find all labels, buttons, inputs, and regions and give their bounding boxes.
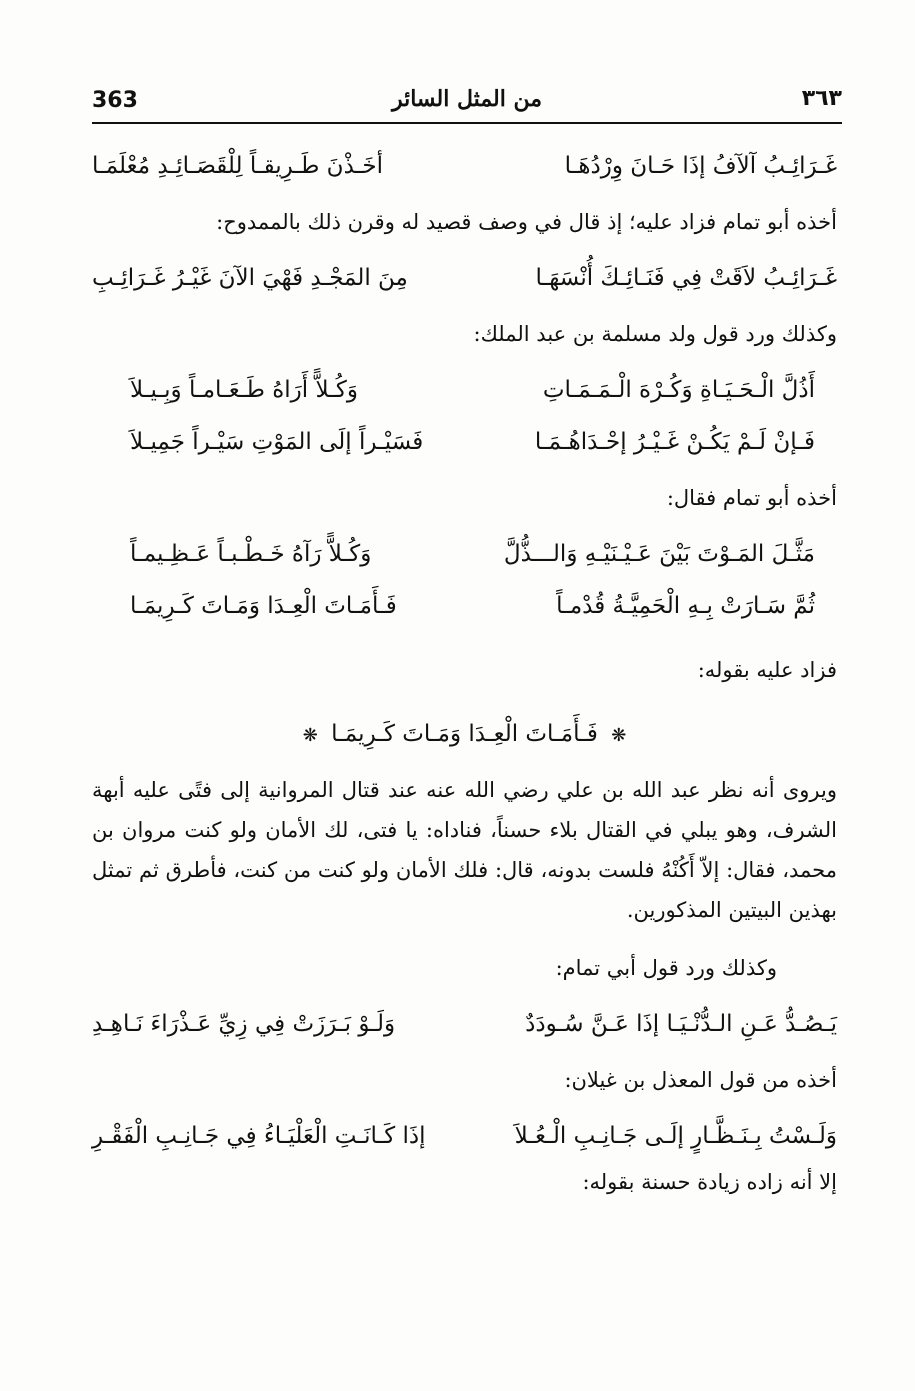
single-hemistich [92,706,837,764]
verse-hemistich-second: إذَا كَـانَـتِ الْعَلْيَـاءُ فِي جَـانِـبِ الْفَقْـرِ [92,1123,426,1149]
verse-hemistich-second: أخَـذْنَ طَـرِيقـاً لِلْقَصَـائِـدِ مُعْلَمَـا [92,153,383,179]
prose-paragraph: أخذه من قول المعذل بن غيلان: [564,1068,837,1092]
running-title: من المثل السائر [391,86,543,112]
prose-paragraph: وكذلك ورد قول أبي تمام: [555,956,777,980]
single-hemistich-text: فَـأَمَـاتَ الْعِـدَا وَمَـاتَ كَـرِيمَـا [331,721,598,747]
verse-hemistich-first: وَلَـسْتُ بِـنَـظَّـارٍ إلَـى جَـانِـبِ الْـعُـلاَ [514,1123,837,1149]
verse-line [92,528,837,580]
star-ornament-icon: ❋ [302,725,318,746]
page-number-arabic: ٣٦٣ [801,86,842,111]
verse-line [92,140,837,192]
prose-paragraph: إلا أنه زاده زيادة حسنة بقوله: [582,1170,837,1194]
verse-hemistich-second: فَسَيْـراً إلَى المَوْتِ سَيْـراً جَمِيـلاَ [130,429,424,455]
verse-hemistich-first: فَـإنْ لَـمْ يَكُـنْ غَـيْـرُ إحْـدَاهُـمَـا [534,429,815,455]
prose-paragraph: وكذلك ورد قول ولد مسلمة بن عبد الملك: [473,322,837,346]
verse-hemistich-first: غَـرَائِـبُ لاَقَتْ فِي فَنَـائِـكَ أُنْسَهَـا [535,265,837,291]
verse-line [92,998,837,1050]
page-body [92,140,837,1202]
verse-line [92,364,837,416]
verse-hemistich-second: فَـأَمَـاتَ الْعِـدَا وَمَـاتَ كَـرِيمَـا [130,593,397,619]
verse-line [92,252,837,304]
verse-hemistich-second: وَكُـلاًّ رَآهُ خَـطْـبـاً عَـظِـيمـاً [130,541,372,567]
prose-paragraph: فزاد عليه بقوله: [697,658,837,682]
page-header [92,86,842,124]
verse-line [92,580,837,632]
prose-paragraph: أخذه أبو تمام فزاد عليه؛ إذ قال في وصف قصيد له وقرن ذلك بالممدوح: [216,210,837,234]
star-ornament-icon: ❋ [611,725,627,746]
verse-hemistich-first: أَذُلَّ الْـحَـيَـاةِ وَكُـرْهَ الْـمَـمَـاتِ [542,377,815,403]
verse-hemistich-second: مِنَ المَجْـدِ فَهْيَ الآنَ غَيْـرُ غَـرَائِـبِ [92,265,408,291]
verse-hemistich-second: وَكُـلاًّ أَرَاهُ طَـعَـامـاً وَبِـيـلاَ [130,377,358,403]
verse-hemistich-first: ثُمَّ سَـارَتْ بِـهِ الْحَمِيَّـةُ قُدْمـاً [556,593,815,619]
verse-line [92,416,837,468]
verse-line [92,1110,837,1162]
page-number-latin: 363 [92,88,138,113]
prose-paragraph: أخذه أبو تمام فقال: [666,486,837,510]
prose-paragraph: ويروى أنه نظر عبد الله بن علي رضي الله عنه عند قتال المروانية إلى فتًى عليه أبهة الشرف، وهو يبلي في القتال بلاء حسناً، فناداه: يا فتى، لك الأمان ولو كنت مروان بن محمد، فقال: إلاّ أَكُنْهُ فلست بدونه، قال: فلك الأمان ولو كنت من كنت، فأطرق ثم تمثل بهذين البيتين المذكورين. [92,778,837,922]
verse-hemistich-first: مَثَّـلَ المَـوْتَ بَيْنَ عَـيْـنَيْـهِ وَالـــذُّلَّ [503,541,815,567]
verse-hemistich-second: وَلَـوْ بَـرَزَتْ فِي زِيِّ عَـذْرَاءَ نَـاهِـدِ [92,1011,396,1037]
verse-hemistich-first: يَـصُـدُّ عَـنِ الـدُّنْـيَـا إذَا عَـنَّ سُـودَدٌ [525,1011,837,1037]
verse-hemistich-first: غَـرَائِـبُ آلآفُ إذَا حَـانَ وِرْدُهَـا [564,153,837,179]
